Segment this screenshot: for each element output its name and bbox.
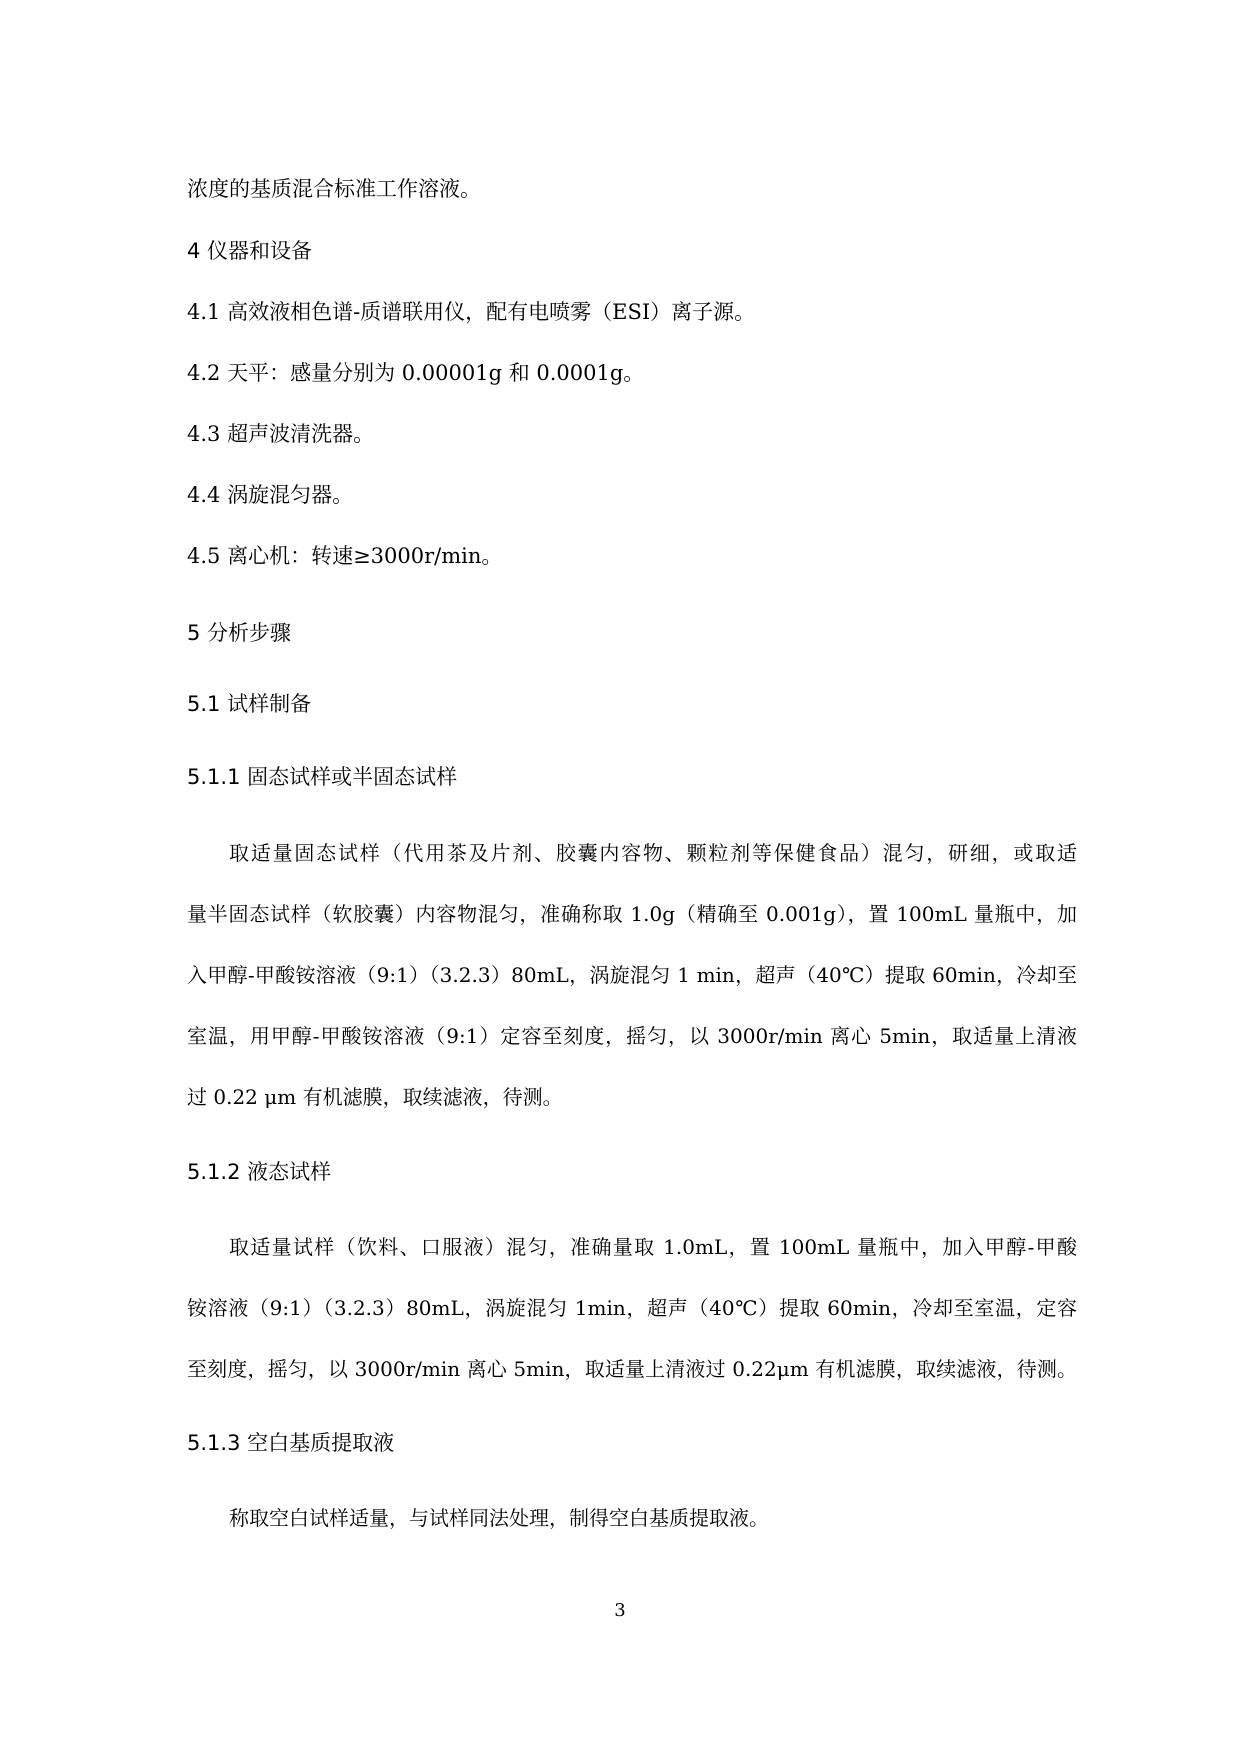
subsection-heading-5-1-1: 5.1.1 固态试样或半固态试样	[187, 765, 458, 789]
list-item-4-4: 4.4 涡旋混匀器。	[187, 483, 354, 507]
list-item-4-5: 4.5 离心机：转速≥3000r/min。	[187, 544, 503, 568]
subsection-heading-5-1-3: 5.1.3 空白基质提取液	[187, 1431, 395, 1455]
paragraph-line: 入甲醇-甲酸铵溶液（9:1）（3.2.3）80mL，涡旋混匀 1 min，超声（40℃）提取 60min，冷却至	[187, 963, 1077, 987]
paragraph-line: 量半固态试样（软胶囊）内容物混匀，准确称取 1.0g（精确至 0.001g），置 100mL 量瓶中，加	[187, 902, 1077, 926]
text-line-continuation: 浓度的基质混合标准工作溶液。	[187, 177, 481, 201]
section-heading-4: 4 仪器和设备	[187, 239, 313, 263]
paragraph-line: 至刻度，摇匀，以 3000r/min 离心 5min，取适量上清液过 0.22μm 有机滤膜，取续滤液，待测。	[187, 1357, 1077, 1381]
paragraph-line: 室温，用甲醇-甲酸铵溶液（9:1）定容至刻度，摇匀，以 3000r/min 离心 5min，取适量上清液	[187, 1024, 1077, 1048]
list-item-4-2: 4.2 天平：感量分别为 0.00001g 和 0.0001g。	[187, 361, 645, 385]
list-item-4-3: 4.3 超声波清洗器。	[187, 422, 375, 446]
page-number: 3	[614, 1600, 626, 1621]
subsection-heading-5-1: 5.1 试样制备	[187, 692, 312, 716]
paragraph-line: 铵溶液（9:1）（3.2.3）80mL，涡旋混匀 1min，超声（40℃）提取 60min，冷却至室温，定容	[187, 1296, 1077, 1320]
subsection-heading-5-1-2: 5.1.2 液态试样	[187, 1160, 332, 1184]
paragraph-line: 称取空白试样适量，与试样同法处理，制得空白基质提取液。	[229, 1506, 769, 1530]
paragraph-line: 取适量固态试样（代用茶及片剂、胶囊内容物、颗粒剂等保健食品）混匀，研细，或取适	[229, 841, 1077, 865]
list-item-4-1: 4.1 高效液相色谱-质谱联用仪，配有电喷雾（ESI）离子源。	[187, 300, 756, 324]
section-heading-5: 5 分析步骤	[187, 621, 292, 645]
paragraph-line: 过 0.22 μm 有机滤膜，取续滤液，待测。	[187, 1085, 563, 1109]
paragraph-line: 取适量试样（饮料、口服液）混匀，准确量取 1.0mL，置 100mL 量瓶中，加入甲醇-甲酸	[229, 1235, 1077, 1259]
